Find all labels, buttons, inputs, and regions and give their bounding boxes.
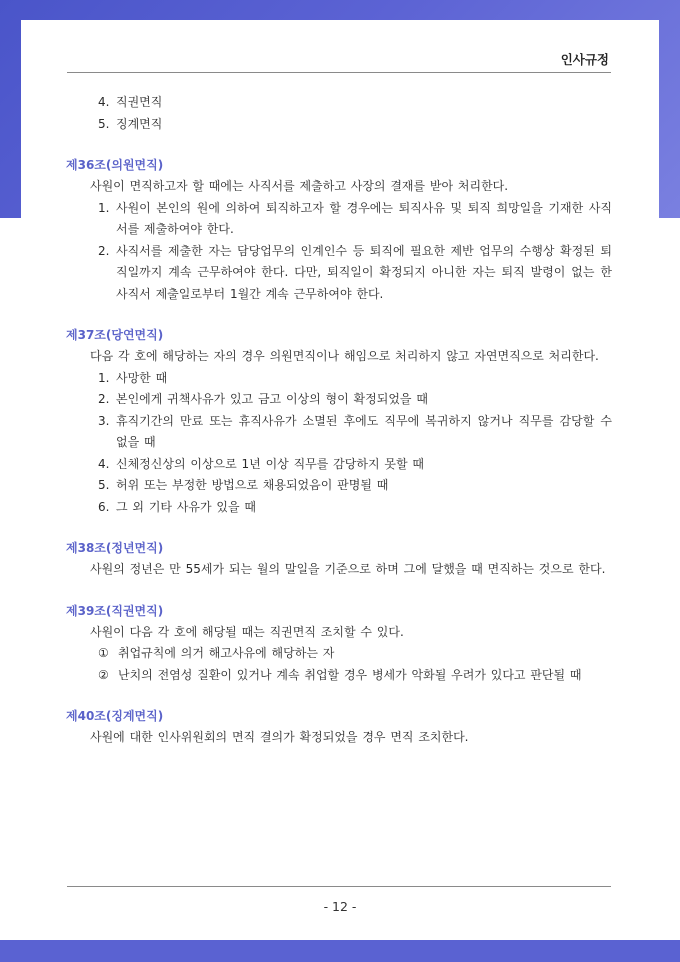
list-item-text: 본인에게 귀책사유가 있고 금고 이상의 형이 확정되었을 때 xyxy=(116,392,428,406)
list-item-text: 취업규칙에 의거 해고사유에 해당하는 자 xyxy=(118,646,335,660)
list-item-text: 징계면직 xyxy=(116,116,163,131)
list-item-number: 3. xyxy=(98,413,110,428)
list-item xyxy=(66,411,612,454)
page-number: - 12 - xyxy=(323,899,357,914)
article-body: 사원에 대한 인사위원회의 면직 결의가 확정되었을 경우 면직 조치한다. xyxy=(90,730,469,744)
article-body: 다음 각 호에 해당하는 자의 경우 의원면직이나 해임으로 처리하지 않고 자연면직으로 처리한다. xyxy=(90,349,599,363)
list-item xyxy=(66,389,612,411)
list-item-text: 사원이 본인의 원에 의하여 퇴직하고자 할 경우에는 퇴직사유 및 퇴직 희망일을 기재한 사직서를 제출하여야 한다. xyxy=(116,200,612,236)
list-item-text: 신체정신상의 이상으로 1년 이상 직무를 감당하지 못할 때 xyxy=(116,456,424,471)
article-heading: 제36조(의원면직) xyxy=(66,158,164,172)
document-header-title: 인사규정 xyxy=(560,52,609,67)
list-item-number: 1. xyxy=(98,200,110,215)
article-heading: 제39조(직권면직) xyxy=(66,603,164,618)
list-item-text: 그 외 기타 사유가 있을 때 xyxy=(116,499,256,514)
article-heading: 제40조(징계면직) xyxy=(66,709,164,723)
list-item-number: 1. xyxy=(98,370,110,385)
list-item xyxy=(66,114,612,136)
list-item xyxy=(66,454,612,476)
article-body: 사원의 정년은 만 55세가 되는 월의 말일을 기준으로 하며 그에 달했을 때 면직하는 것으로 한다. xyxy=(90,562,606,576)
list-item-number: ② xyxy=(98,667,109,682)
list-item xyxy=(66,198,612,241)
list-item-text: 사직서를 제출한 자는 담당업무의 인계인수 등 퇴직에 필요한 제반 업무의 수행상 확정된 퇴직일까지 계속 근무하여야 한다. 다만, 퇴직일이 확정되지 아니한 자는 퇴직 발령이 없는 한 사직서 제출일로부터 1월간 계속 근무하여야 한다. xyxy=(116,243,612,301)
article-heading: 제38조(정년면직) xyxy=(66,541,164,555)
list-item xyxy=(66,475,612,497)
list-item-text: 난치의 전염성 질환이 있거나 계속 취업할 경우 병세가 악화될 우려가 있다고 판단될 때 xyxy=(118,667,582,682)
header-divider xyxy=(67,72,611,73)
list-item xyxy=(66,92,612,114)
list-item-number: 5. xyxy=(98,116,110,131)
list-item-text: 직권면직 xyxy=(116,95,163,109)
list-item xyxy=(66,665,612,687)
list-item xyxy=(66,368,612,390)
article-body: 사원이 면직하고자 할 때에는 사직서를 제출하고 사장의 결재를 받아 처리한다. xyxy=(90,179,509,193)
list-item-number: 6. xyxy=(98,499,110,514)
list-item-number: ① xyxy=(98,646,109,660)
list-item-text: 휴직기간의 만료 또는 휴직사유가 소멸된 후에도 직무에 복귀하지 않거나 직무를 감당할 수 없을 때 xyxy=(116,413,612,449)
article-body: 사원이 다음 각 호에 해당될 때는 직권면직 조치할 수 있다. xyxy=(90,624,404,639)
list-item-text: 사망한 때 xyxy=(116,370,168,385)
background-band-bottom xyxy=(0,940,680,962)
list-item-number: 2. xyxy=(98,243,110,258)
list-item xyxy=(66,497,612,519)
list-item-number: 2. xyxy=(98,392,110,406)
list-item xyxy=(66,643,612,665)
list-item-number: 5. xyxy=(98,478,110,492)
article-heading: 제37조(당연면직) xyxy=(66,328,164,342)
list-item xyxy=(66,241,612,306)
list-item-number: 4. xyxy=(98,95,110,109)
document-body xyxy=(66,92,612,749)
list-item-number: 4. xyxy=(98,456,110,471)
footer-divider xyxy=(67,886,611,887)
list-item-text: 허위 또는 부정한 방법으로 채용되었음이 판명될 때 xyxy=(116,478,389,492)
